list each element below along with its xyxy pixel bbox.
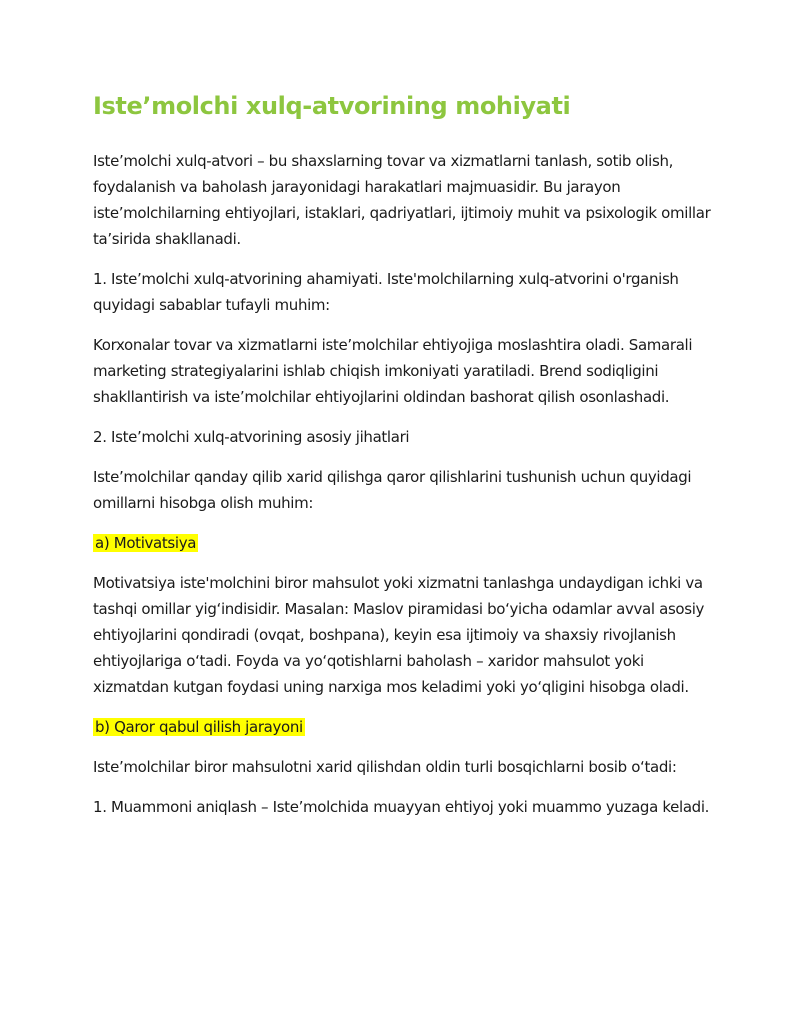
subheading-motivation-line xyxy=(93,530,713,556)
document-title: Iste’molchi xulq-atvorining mohiyati xyxy=(93,92,571,120)
paragraph-step-1: 1. Muammoni aniqlash – Iste’molchida muayyan ehtiyoj yoki muammo yuzaga keladi. xyxy=(93,798,710,816)
paragraph-importance-body: Korxonalar tovar va xizmatlarni iste’molchilar ehtiyojiga moslashtira oladi. Samarali marketing strategiyalarini ishlab chiqish imkoniyati yaratiladi. Brend sodiqligini shakllantirish va iste’molchilar ehtiyojlarini oldindan bashorat qilish osonlashadi. xyxy=(93,336,693,406)
paragraph-decision-intro: Iste’molchilar biror mahsulotni xarid qilishdan oldin turli bosqichlarni bosib o‘tadi: xyxy=(93,758,677,776)
paragraph-aspects-intro: Iste’molchilar qanday qilib xarid qilishga qaror qilishlarini tushunish uchun quyidagi omillarni hisobga olish muhim: xyxy=(93,468,692,512)
subheading-decision-process: b) Qaror qabul qilish jarayoni xyxy=(95,718,303,736)
subheading-decision-line xyxy=(93,714,713,740)
document-page xyxy=(93,88,713,834)
subheading-motivation: a) Motivatsiya xyxy=(95,534,197,552)
paragraph-definition: Iste’molchi xulq-atvori – bu shaxslarning tovar va xizmatlarni tanlash, sotib olish, foydalanish va baholash jarayonidagi harakatlari majmuasidir. Bu jarayon iste’molchilarning ehtiyojlari, istaklari, qadriyatlari, ijtimoiy muhit va psixologik omillar ta’sirida shakllanadi. xyxy=(93,152,711,248)
paragraph-aspects-heading: 2. Iste’molchi xulq-atvorining asosiy jihatlari xyxy=(93,428,410,446)
paragraph-motivation-body: Motivatsiya iste'molchini biror mahsulot yoki xizmatni tanlashga undaydigan ichki va tashqi omillar yig‘indisidir. Masalan: Maslov piramidasi bo‘yicha odamlar avval asosiy ehtiyojlarini qondiradi (ovqat, boshpana), keyin esa ijtimoiy va shaxsiy rivojlanish ehtiyojlariga o‘tadi. Foyda va yo‘qotishlarni baholash – xaridor mahsulot yoki xizmatdan kutgan foydasi uning narxiga mos keladimi yoki yo‘qligini hisobga oladi. xyxy=(93,574,705,696)
paragraph-importance-heading: 1. Iste’molchi xulq-atvorining ahamiyati. Iste'molchilarning xulq-atvorini o'rganish quyidagi sabablar tufayli muhim: xyxy=(93,270,679,314)
